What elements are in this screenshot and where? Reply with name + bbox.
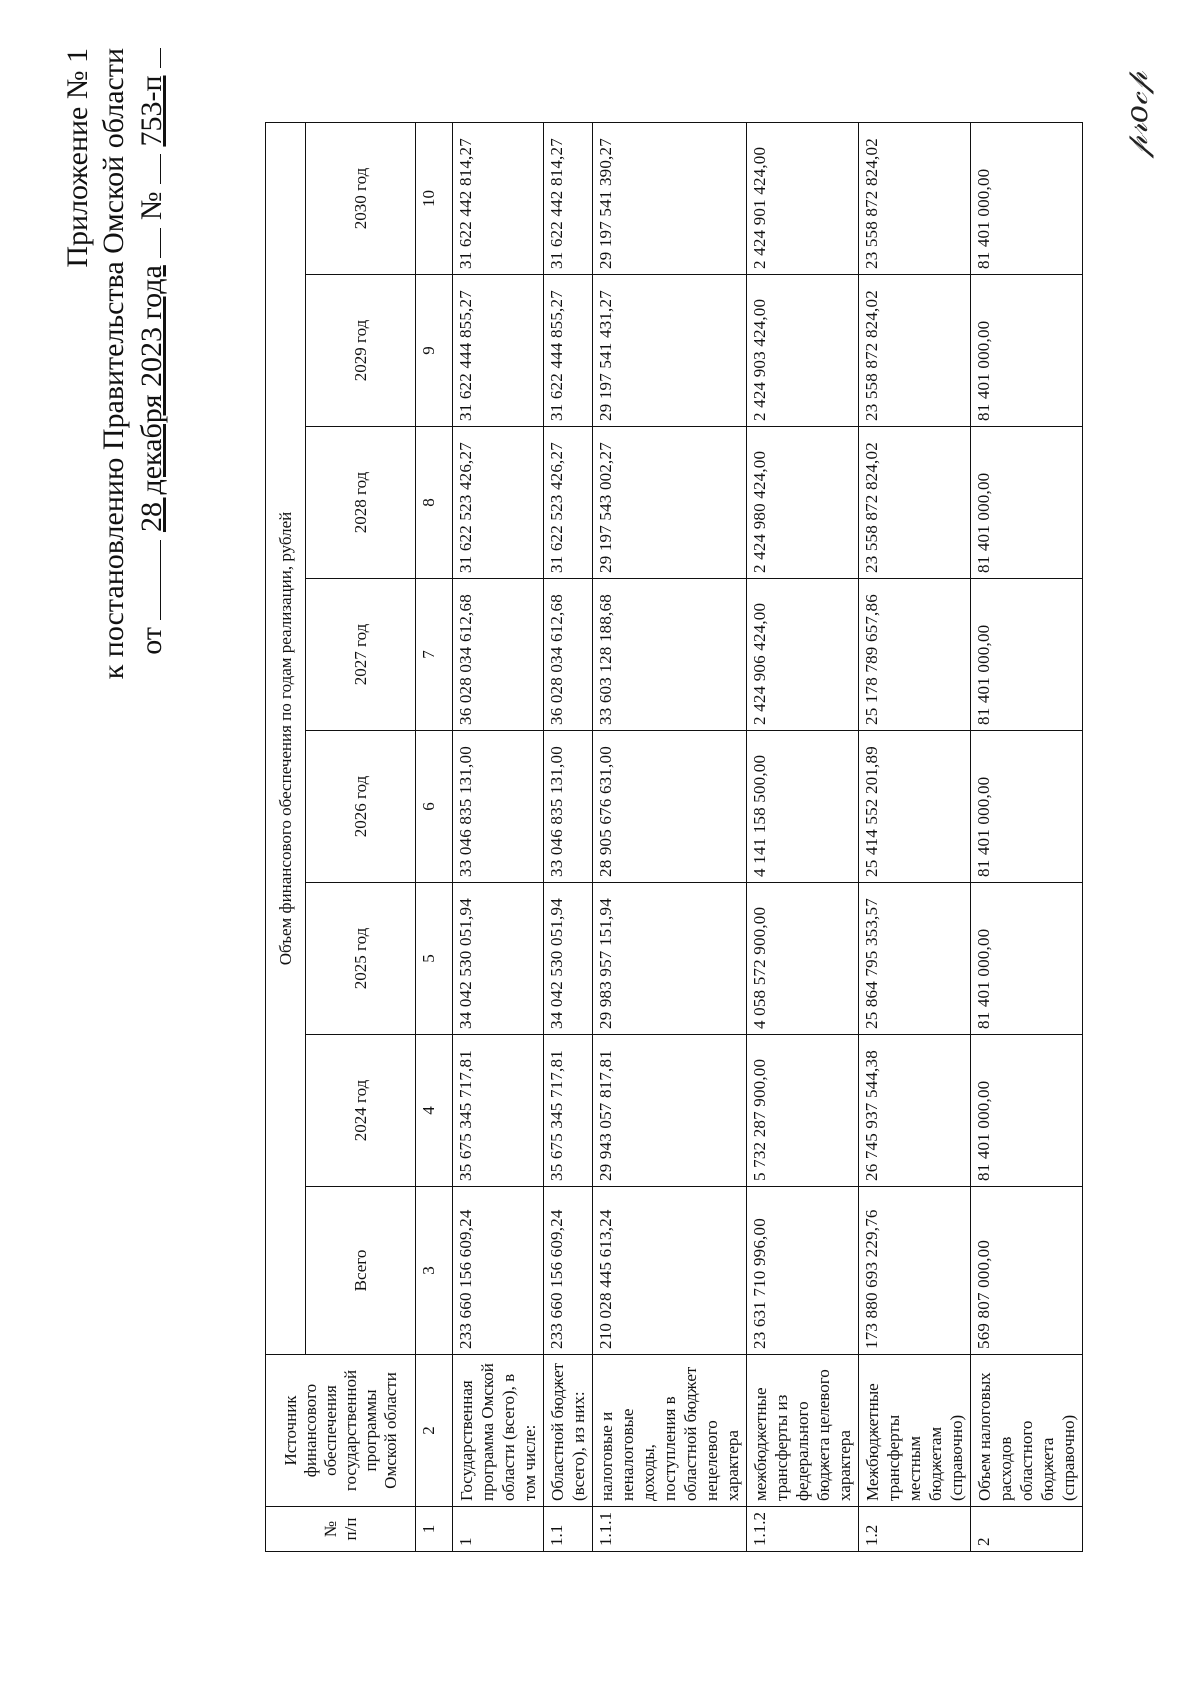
number-label: № (135, 191, 168, 221)
row-value: 25 414 552 201,89 (859, 731, 971, 883)
row-number: 1.2 (859, 1507, 971, 1552)
row-value: 233 660 156 609,24 (453, 1187, 544, 1355)
row-value: 210 028 445 613,24 (593, 1187, 747, 1355)
row-number: 1.1.1 (593, 1507, 747, 1552)
row-value: 28 905 676 631,00 (593, 731, 747, 883)
row-value: 569 807 000,00 (971, 1187, 1083, 1355)
row-value: 81 401 000,00 (971, 275, 1083, 427)
header-volume: Объем финансового обеспечения по годам реализации, рублей (266, 123, 306, 1355)
row-number: 2 (971, 1507, 1083, 1552)
row-value: 81 401 000,00 (971, 579, 1083, 731)
column-index: 1 (416, 1507, 453, 1552)
table-row (971, 123, 1083, 1552)
row-value: 29 983 957 151,94 (593, 883, 747, 1035)
row-value: 2 424 980 424,00 (747, 427, 859, 579)
resolution-date: 28 декабря 2023 года (135, 265, 168, 533)
header-year-2030: 2030 год (306, 123, 416, 275)
column-index: 5 (416, 883, 453, 1035)
row-value: 5 732 287 900,00 (747, 1035, 859, 1187)
row-value: 81 401 000,00 (971, 1035, 1083, 1187)
column-index: 3 (416, 1187, 453, 1355)
table-row (859, 123, 971, 1552)
row-value: 33 046 835 131,00 (453, 731, 544, 883)
column-index: 4 (416, 1035, 453, 1187)
row-value: 31 622 442 814,27 (544, 123, 593, 275)
row-value: 4 141 158 500,00 (747, 731, 859, 883)
row-source: Межбюджетные трансферты местным бюджетам (справочно) (859, 1355, 971, 1507)
row-source: Объем налоговых расходов областного бюджета (справочно) (971, 1355, 1083, 1507)
row-value: 25 864 795 353,57 (859, 883, 971, 1035)
header-year-2027: 2027 год (306, 579, 416, 731)
header-year-2025: 2025 год (306, 883, 416, 1035)
row-value: 29 197 541 390,27 (593, 123, 747, 275)
date-blank-left (132, 540, 161, 620)
header-year-2026: 2026 год (306, 731, 416, 883)
header-year-total: Всего (306, 1187, 416, 1355)
appendix-date-line (132, 48, 170, 679)
row-source: налоговые и неналоговые доходы, поступления в областной бюджет нецелевого характера (593, 1355, 747, 1507)
row-value: 34 042 530 051,94 (544, 883, 593, 1035)
row-value: 23 558 872 824,02 (859, 275, 971, 427)
row-source: Государственная программа Омской области (всего), в том числе: (453, 1355, 544, 1507)
row-value: 33 603 128 188,68 (593, 579, 747, 731)
row-value: 35 675 345 717,81 (544, 1035, 593, 1187)
table-row (453, 123, 544, 1552)
row-value: 25 178 789 657,86 (859, 579, 971, 731)
financing-table (265, 122, 1083, 1552)
date-blank-right (132, 228, 161, 258)
row-value: 2 424 903 424,00 (747, 275, 859, 427)
table-row (593, 123, 747, 1552)
appendix-subtitle: к постановлению Правительства Омской области (97, 48, 130, 680)
row-value: 35 675 345 717,81 (453, 1035, 544, 1187)
document-header (60, 48, 170, 679)
row-value: 31 622 523 426,27 (453, 427, 544, 579)
row-value: 29 943 057 817,81 (593, 1035, 747, 1187)
row-value: 233 660 156 609,24 (544, 1187, 593, 1355)
row-value: 36 028 034 612,68 (544, 579, 593, 731)
row-value: 173 880 693 229,76 (859, 1187, 971, 1355)
number-blank-right (132, 48, 161, 68)
number-blank-left (132, 154, 161, 184)
column-index: 10 (416, 123, 453, 275)
row-value: 34 042 530 051,94 (453, 883, 544, 1035)
row-value: 31 622 523 426,27 (544, 427, 593, 579)
row-value: 81 401 000,00 (971, 883, 1083, 1035)
header-year-2029: 2029 год (306, 275, 416, 427)
row-value: 36 028 034 612,68 (453, 579, 544, 731)
row-value: 23 558 872 824,02 (859, 427, 971, 579)
row-value: 33 046 835 131,00 (544, 731, 593, 883)
row-number: 1.1 (544, 1507, 593, 1552)
table-row (747, 123, 859, 1552)
row-value: 4 058 572 900,00 (747, 883, 859, 1035)
column-index: 6 (416, 731, 453, 883)
resolution-number: 753-п (135, 75, 168, 147)
table-row (544, 123, 593, 1552)
row-source: межбюджетные трансферты из федерального бюджета целевого характера (747, 1355, 859, 1507)
column-index: 9 (416, 275, 453, 427)
date-prefix: от (135, 627, 168, 655)
header-source: Источник финансового обеспечения государственной программы Омской области (266, 1355, 416, 1507)
appendix-title: Приложение № 1 (61, 48, 94, 268)
row-value: 81 401 000,00 (971, 123, 1083, 275)
column-index: 8 (416, 427, 453, 579)
row-value: 23 558 872 824,02 (859, 123, 971, 275)
row-value: 81 401 000,00 (971, 731, 1083, 883)
row-value: 31 622 444 855,27 (544, 275, 593, 427)
row-value: 31 622 442 814,27 (453, 123, 544, 275)
column-index: 2 (416, 1355, 453, 1507)
header-no: № п/п (266, 1507, 416, 1552)
header-year-2028: 2028 год (306, 427, 416, 579)
row-number: 1 (453, 1507, 544, 1552)
row-value: 26 745 937 544,38 (859, 1035, 971, 1187)
row-value: 2 424 906 424,00 (747, 579, 859, 731)
column-index: 7 (416, 579, 453, 731)
row-value: 29 197 541 431,27 (593, 275, 747, 427)
row-value: 81 401 000,00 (971, 427, 1083, 579)
row-value: 23 631 710 996,00 (747, 1187, 859, 1355)
row-number: 1.1.2 (747, 1507, 859, 1552)
row-value: 31 622 444 855,27 (453, 275, 544, 427)
row-value: 2 424 901 424,00 (747, 123, 859, 275)
table-body (453, 123, 1083, 1552)
row-value: 29 197 543 002,27 (593, 427, 747, 579)
signature-mark: 𝓅𝓇𝑜𝒸𝓅 (1120, 71, 1155, 157)
header-year-2024: 2024 год (306, 1035, 416, 1187)
row-source: Областной бюджет (всего), из них: (544, 1355, 593, 1507)
